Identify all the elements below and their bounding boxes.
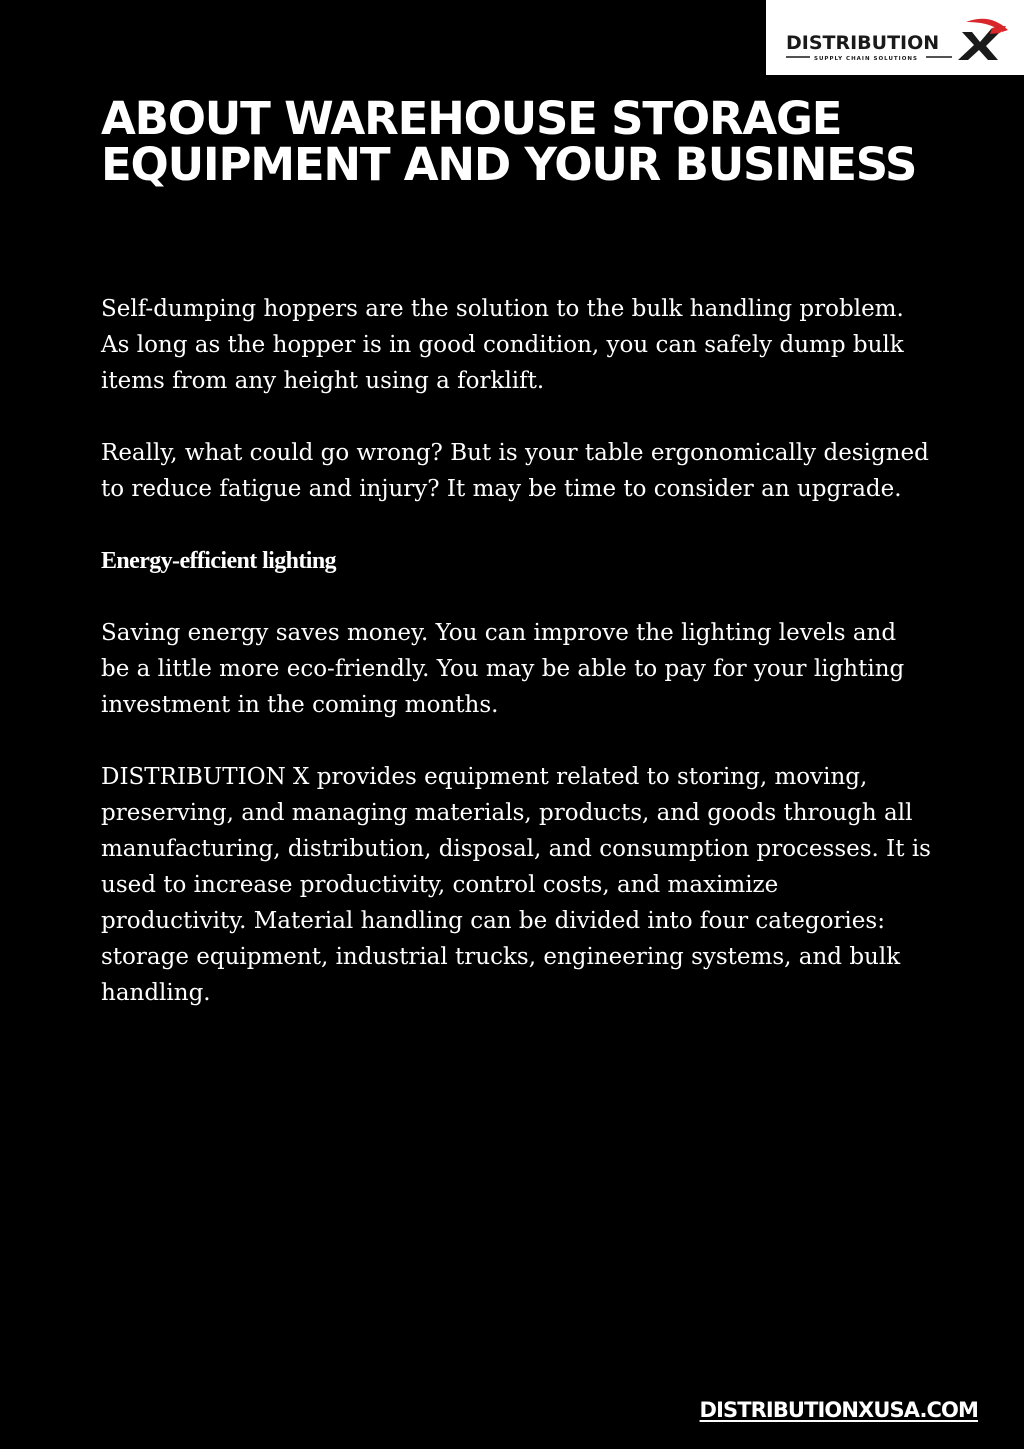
article-body (101, 291, 931, 1011)
paragraph-line: investment in the coming months. (101, 692, 499, 718)
paragraph-line: manufacturing, distribution, disposal, and consumption processes. It is (101, 836, 931, 862)
paragraph-line: to reduce fatigue and injury? It may be time to consider an upgrade. (101, 476, 902, 502)
paragraph-hoppers (101, 291, 931, 399)
paragraph-lighting (101, 615, 931, 723)
paragraph-line: DISTRIBUTION X provides equipment related to storing, moving, (101, 764, 868, 790)
paragraph-line: be a little more eco-friendly. You may be able to pay for your lighting (101, 656, 905, 682)
paragraph-line: Self-dumping hoppers are the solution to the bulk handling problem. (101, 296, 904, 322)
paragraph-table (101, 435, 931, 507)
brand-logo (766, 0, 1024, 75)
paragraph-line: As long as the hopper is in good condition, you can safely dump bulk (101, 332, 904, 358)
logo-tagline: SUPPLY CHAIN SOLUTIONS (814, 56, 918, 62)
paragraph-line: used to increase productivity, control costs, and maximize (101, 872, 779, 898)
paragraph-line: Saving energy saves money. You can improve the lighting levels and (101, 620, 897, 646)
page-title-line-1: ABOUT WAREHOUSE STORAGE (101, 92, 842, 145)
paragraph-line: productivity. Material handling can be divided into four categories: (101, 908, 885, 934)
paragraph-line: storage equipment, industrial trucks, engineering systems, and bulk (101, 944, 901, 970)
distribution-x-logo-graphic (766, 0, 1024, 75)
page-title-line-2: EQUIPMENT AND YOUR BUSINESS (101, 138, 917, 191)
page-title (101, 92, 981, 191)
paragraph-distribution (101, 759, 931, 1011)
section-heading-lighting: Energy-efficient lighting (101, 548, 336, 574)
paragraph-line: handling. (101, 980, 211, 1006)
website-link[interactable]: DISTRIBUTIONXUSA.COM (699, 1398, 978, 1422)
paragraph-line: Really, what could go wrong? But is your table ergonomically designed (101, 440, 929, 466)
paragraph-line: items from any height using a forklift. (101, 368, 545, 394)
paragraph-line: preserving, and managing materials, products, and goods through all (101, 800, 913, 826)
logo-wordmark: DISTRIBUTION (786, 32, 940, 54)
